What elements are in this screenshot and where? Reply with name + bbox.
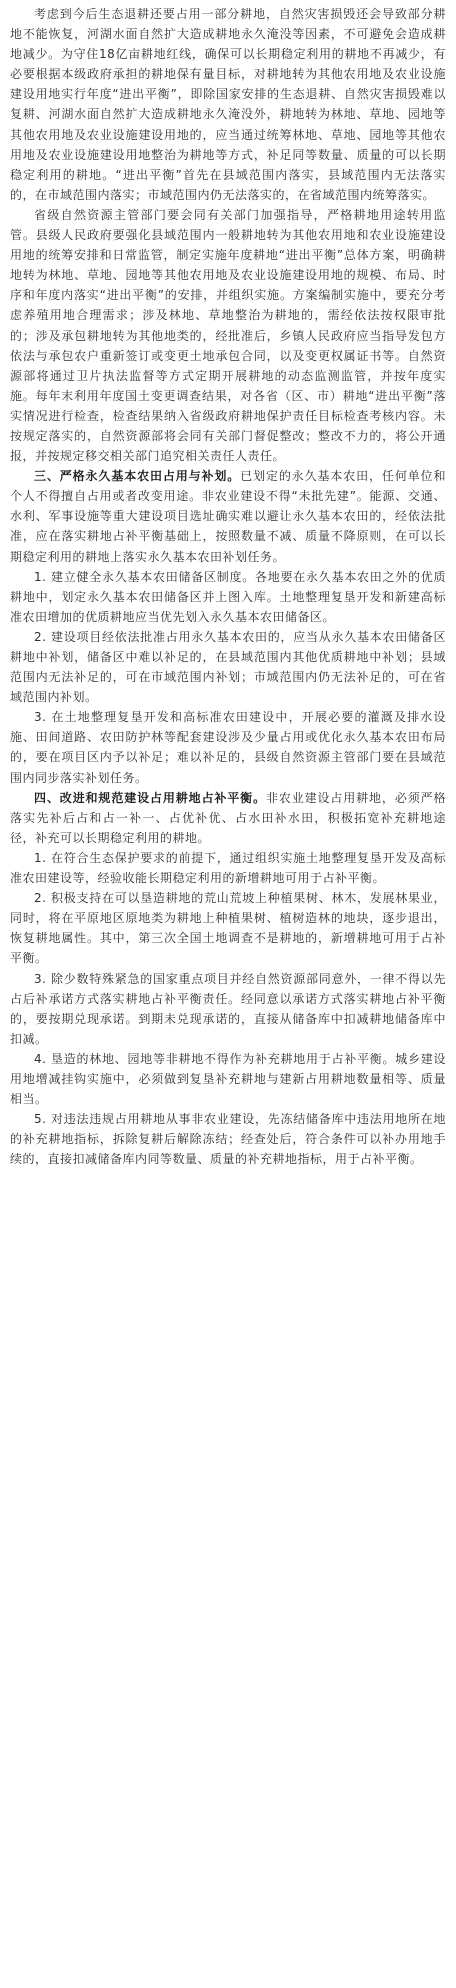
section-heading: 三、严格永久基本农田占用与补划。 xyxy=(34,469,241,484)
paragraph-item-3-1 xyxy=(10,567,446,627)
paragraph-section-three xyxy=(10,466,446,566)
paragraph-item-3-3 xyxy=(10,707,446,787)
paragraph-text: 3. 除少数特殊紧急的国家重点项目并经自然资源部同意外，一律不得以先占后补承诺方式落实耕地占补平衡责任。经同意以承诺方式落实耕地占补平衡的，要按期兑现承诺。到期未兑现承诺的，直接从储备库中扣减耕地储备库中扣减。 xyxy=(10,971,446,1046)
paragraph-item-3-2 xyxy=(10,627,446,707)
paragraph-item-4-5 xyxy=(10,1109,446,1169)
paragraph-text: 2. 积极支持在可以垦造耕地的荒山荒坡上种植果树、林木，发展林果业，同时，将在平原地区原地类为耕地上种植果树、植树造林的地块，逐步退出，恢复耕地属性。其中，第三次全国土地调查不是耕地的，新增耕地可用于占补平衡。 xyxy=(10,891,446,966)
paragraph-section-four xyxy=(10,788,446,848)
paragraph-item-4-1 xyxy=(10,848,446,888)
paragraph-item-4-4 xyxy=(10,1049,446,1109)
section-heading: 四、改进和规范建设占用耕地占补平衡。 xyxy=(34,790,266,805)
paragraph-text: 省级自然资源主管部门要会同有关部门加强指导，严格耕地用途转用监管。县级人民政府要强化县域范围内一般耕地转为其他农用地和农业设施建设用地的统筹安排和日常监管，制定实施年度耕地“进出平衡”总体方案，明确耕地转为林地、草地、园地等其他农用地及农业设施建设用地的规模、布局、时序和年度内落实“进出平衡”的安排，并组织实施。方案编制实施中，要充分考虑养殖用地合理需求；涉及林地、草地整治为耕地的，需经依法按权限审批的；涉及承包耕地转为其他地类的，经批准后，乡镇人民政府应当指导发包方依法与承包农户重新签订或变更土地承包合同，以及变更权属证书等。自然资源部将通过卫片执法监督等方式定期开展耕地的动态监测监管，并按年度实施。每年末利用年度国土变更调查结果，对各省（区、市）耕地“进出平衡”落实情况进行检查，检查结果纳入省级政府耕地保护责任目标检查考核内容。未按规定落实的，自然资源部将会同有关部门督促整改；整改不力的，将公开通报，并按规定移交相关部门追究相关责任人责任。 xyxy=(10,207,446,464)
paragraph-text: 5. 对违法违规占用耕地从事非农业建设，先冻结储备库中违法用地所在地的补充耕地指标，拆除复耕后解除冻结；经查处后，符合条件可以补办用地手续的，直接扣减储备库内同等数量、质量的补充耕地指标，用于占补平衡。 xyxy=(10,1112,446,1167)
paragraph-text: 3. 在土地整理复垦开发和高标准农田建设中，开展必要的灌溉及排水设施、田间道路、农田防护林等配套建设涉及少量占用或优化永久基本农田布局的，要在项目区内予以补足；难以补足的，县级自然资源主管部门要在县域范围内同步落实补划任务。 xyxy=(10,710,446,785)
paragraph-text: 2. 建设项目经依法批准占用永久基本农田的，应当从永久基本农田储备区耕地中补划，储备区中难以补足的，在县域范围内其他优质耕地中补划；县域范围内无法补足的，可在市域范围内补划；市域范围内仍无法补足的，可在省域范围内补划。 xyxy=(10,629,446,705)
paragraph-text: 1. 在符合生态保护要求的前提下，通过组织实施土地整理复垦开发及高标准农田建设等，经验收能长期稳定利用的新增耕地可用于占补平衡。 xyxy=(10,850,446,886)
paragraph-provincial-supervision xyxy=(10,205,446,466)
paragraph-text: 4. 垦造的林地、园地等非耕地不得作为补充耕地用于占补平衡。城乡建设用地增减挂钩实施中，必须做到复垦补充耕地与建新占用耕地数量相等、质量相当。 xyxy=(10,1051,446,1107)
paragraph-text: 已划定的永久基本农田，任何单位和个人不得擅自占用或者改变用途。非农业建设不得“未批先建”。能源、交通、水利、军事设施等重大建设项目选址确实难以避让永久基本农田的，经依法批准，应在落实耕地占补平衡基础上，按照数量不减、质量不降原则，在可以长期稳定利用的耕地上落实永久基本农田补划任务。 xyxy=(10,469,446,564)
paragraph-text: 非农业建设占用耕地，必须严格落实先补后占和占一补一、占优补优、占水田补水田，积极拓宽补充耕地途径，补充可以长期稳定利用的耕地。 xyxy=(10,790,446,845)
paragraph-text: 考虑到今后生态退耕还要占用一部分耕地，自然灾害损毁还会导致部分耕地不能恢复，河湖水面自然扩大造成耕地永久淹没等因素，不可避免会造成耕地减少。为守住18亿亩耕地红线，确保可以长期稳定利用的耕地不再减少，有必要根据本级政府承担的耕地保有量目标，对耕地转为其他农用地及农业设施建设用地实行年度“进出平衡”，即除国家安排的生态退耕、自然灾害损毁难以复耕、河湖水面自然扩大造成耕地永久淹没外，耕地转为林地、草地、园地等其他农用地及农业设施建设用地的，应当通过统筹林地、草地、园地等其他农用地及农业设施建设用地整治为耕地等方式，补足同等数量、质量的可以长期稳定利用的耕地。“进出平衡”首先在县域范围内落实，县域范围内无法落实的，在市域范围内落实；市域范围内仍无法落实的，在省域范围内统筹落实。 xyxy=(10,7,446,202)
paragraph-item-4-3 xyxy=(10,969,446,1049)
paragraph-text: 1. 建立健全永久基本农田储备区制度。各地要在永久基本农田之外的优质耕地中，划定永久基本农田储备区并上图入库。土地整理复垦开发和新建高标准农田增加的优质耕地应当优先划入永久基本农田储备区。 xyxy=(10,569,446,624)
paragraph-ecological-reserve xyxy=(10,4,446,205)
paragraph-item-4-2 xyxy=(10,888,446,968)
